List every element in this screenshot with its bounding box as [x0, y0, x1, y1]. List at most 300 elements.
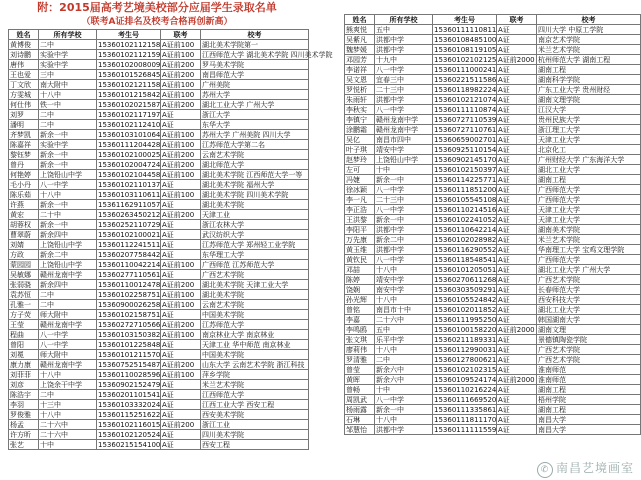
table-cell: 15360201101541	[98, 390, 161, 399]
table-cell: 二十三中	[375, 85, 433, 95]
table-cell: 15360752515487	[98, 360, 161, 369]
table-cell: 15360102021587	[98, 100, 161, 109]
table-cell: A证	[161, 250, 201, 260]
table-cell: 15360102100025	[98, 150, 161, 159]
table-cell: A证	[497, 115, 537, 125]
table-cell: 靖安中学	[375, 145, 433, 155]
table-cell: 15360902145170	[434, 155, 497, 164]
table-header-row	[345, 15, 641, 25]
table-cell: 浙江大学	[201, 110, 309, 120]
table-cell: A证	[161, 390, 201, 400]
table-cell: 新余一中	[39, 220, 97, 230]
table-cell: 十八中	[39, 190, 97, 200]
table-cell: 二十六中	[375, 315, 433, 325]
table-cell: 潘明	[9, 120, 39, 130]
table-cell: 苏州大学	[201, 90, 309, 100]
left-panel	[0, 0, 333, 450]
table-cell: 十八中	[375, 295, 433, 305]
table-cell: 15360102112158	[98, 40, 161, 49]
table-cell: 赣州龙南中学	[39, 360, 97, 370]
table-row	[9, 50, 309, 60]
table-cell: 南昌市十中	[375, 305, 433, 315]
table-cell: 15360116290552	[434, 245, 497, 254]
table-cell: 15360118982224	[434, 85, 497, 94]
table-cell: 八一中学	[375, 185, 433, 195]
table-cell: 15360110012478	[98, 280, 161, 289]
table-row	[345, 315, 641, 325]
table-cell: A证	[497, 185, 537, 195]
table-row	[9, 90, 309, 100]
table-cell: A证	[497, 305, 537, 315]
table-cell: 东华大学	[201, 120, 309, 130]
table-cell: 李羽	[9, 400, 39, 410]
table-row	[345, 165, 641, 175]
table-cell: 刘诗鹏	[9, 50, 39, 60]
column-header: 考生号	[433, 15, 497, 25]
table-cell: A证	[497, 205, 537, 215]
table-cell: 15360103101064	[98, 130, 161, 139]
table-cell: A证前200	[161, 160, 201, 170]
table-row	[9, 110, 309, 120]
table-cell: 淮南师范	[537, 375, 641, 385]
table-cell: 15360101526845	[98, 70, 161, 79]
table-row	[345, 125, 641, 135]
table-cell: 石琳	[345, 415, 375, 425]
table-cell: 五中	[375, 325, 433, 335]
table-row	[9, 330, 309, 340]
table-cell: 曹翠蔚	[9, 230, 39, 240]
table-cell: 米兰艺术学院	[537, 45, 641, 55]
table-cell: A证	[161, 310, 201, 320]
table-cell: 十中	[39, 440, 97, 450]
column-header: 联考	[497, 15, 537, 25]
table-cell: 罗悦析	[345, 85, 375, 95]
table-cell: 15360102110137	[98, 180, 161, 189]
table-cell: 15360102011852	[434, 305, 497, 314]
table-cell: A证	[161, 180, 201, 190]
table-cell: 15360727110761	[434, 125, 497, 134]
table-cell: 万先康	[345, 235, 375, 245]
table-row	[345, 285, 641, 295]
table-cell: 湖北工业大学 广州大学	[201, 100, 309, 110]
table-cell: 15360900026258	[98, 300, 161, 309]
table-cell: 15360108119105	[434, 45, 497, 54]
table-cell: 湖北师范大学	[201, 160, 309, 170]
table-cell: A证	[161, 400, 201, 410]
table-cell: 15360111335861	[434, 405, 497, 414]
table-cell: 赵梦玲	[345, 155, 375, 165]
table-cell: 黄晖	[345, 375, 375, 385]
table-cell: 黄钦民	[345, 255, 375, 265]
table-cell: 孔雅一	[9, 300, 39, 310]
table-row	[9, 260, 309, 270]
table-row	[9, 80, 309, 90]
table-cell: 湖南文理	[537, 325, 641, 335]
table-cell: A证	[161, 270, 201, 280]
table-cell: A证前200	[161, 100, 201, 110]
table-cell: A证	[497, 215, 537, 225]
table-cell: 徐冰颖	[345, 185, 375, 195]
table-cell: 天津工业大学	[537, 215, 641, 225]
table-row	[345, 75, 641, 85]
table-cell: 王莹	[9, 320, 39, 330]
table-cell: A证前100	[161, 300, 201, 310]
table-row	[345, 155, 641, 165]
table-cell: 15360110028596	[98, 370, 161, 379]
table-cell: 15360211189331	[434, 335, 497, 344]
table-cell: 李嘉	[345, 315, 375, 325]
table-cell: 中国美术学院	[201, 350, 309, 360]
table-row	[9, 230, 309, 240]
table-cell: A证	[161, 220, 201, 230]
table-cell: 李鸣鸥	[345, 325, 375, 335]
page-title: 附：2015届高考艺境美校部分应届学生录取名单	[37, 1, 277, 14]
table-cell: 湖北美术学院 江西师范大学一等	[201, 170, 309, 180]
table-row	[345, 245, 641, 255]
table-cell: A证前100	[161, 290, 201, 300]
table-cell: A证	[497, 75, 537, 85]
table-cell: A证	[497, 155, 537, 165]
table-cell: 曾阳	[9, 340, 39, 350]
table-cell: 乐平中学	[375, 335, 433, 345]
table-cell: 天津工业大学	[537, 205, 641, 215]
table-cell: A证	[497, 245, 537, 255]
table-cell: A证前100	[161, 50, 201, 60]
table-cell: A证	[497, 335, 537, 345]
table-cell: A证	[497, 405, 537, 415]
table-cell: 15360112241511	[98, 240, 161, 249]
table-cell: 八一中学	[375, 205, 433, 215]
table-cell: A证	[161, 110, 201, 120]
table-cell: 15360102100021	[98, 230, 161, 239]
table-row	[9, 210, 309, 220]
table-cell: A证	[161, 230, 201, 240]
table-cell: 杭州师范大学 湖南工程	[537, 55, 641, 65]
table-cell: 湖北美术学院	[201, 200, 309, 210]
table-cell: 胡蓉权	[9, 220, 39, 230]
table-row	[345, 45, 641, 55]
table-cell: 韩国湖南大学	[537, 315, 641, 325]
column-header: 校考	[537, 15, 641, 25]
table-row	[345, 115, 641, 125]
table-cell: A证	[497, 425, 537, 435]
table-cell: 八一中学	[375, 395, 433, 405]
table-row	[9, 380, 309, 390]
table-cell: 曾丹	[9, 160, 39, 170]
table-cell: 铁一中	[39, 100, 97, 110]
table-row	[9, 220, 309, 230]
table-cell: 二中	[375, 355, 433, 365]
table-row	[9, 350, 309, 360]
table-cell: 新余一中	[375, 405, 433, 415]
table-cell: A证	[497, 25, 537, 35]
table-cell: A证前100	[161, 90, 201, 100]
table-cell: 新余六中	[375, 375, 433, 385]
table-cell: 新余一中	[39, 130, 97, 140]
table-cell: 上饶铅山中学	[375, 155, 433, 165]
table-cell: 米兰艺术学院	[201, 380, 309, 390]
table-cell: 实验中学	[39, 50, 97, 60]
table-cell: 二中	[39, 120, 97, 130]
table-cell: A证	[161, 350, 201, 360]
table-row	[9, 280, 309, 290]
table-cell: 湖北美术学院	[201, 290, 309, 300]
table-cell: 15360102121158	[98, 80, 161, 89]
table-row	[345, 255, 641, 265]
table-cell: 广西师范大学	[537, 255, 641, 265]
table-cell: 15360277110561	[98, 270, 161, 279]
table-cell: A证	[497, 145, 537, 155]
table-row	[345, 195, 641, 205]
table-cell: A证	[161, 380, 201, 390]
table-cell: 湖南文理学院	[537, 95, 641, 105]
table-cell: A证	[497, 105, 537, 115]
table-row	[9, 170, 309, 180]
table-cell: 上饶铅山中学	[39, 260, 97, 270]
table-cell: 洪都中学	[375, 225, 433, 235]
table-cell: 曾莹	[345, 365, 375, 375]
table-cell: 张艺	[9, 440, 39, 450]
table-cell: 五中	[375, 25, 433, 35]
right-table	[344, 14, 641, 435]
table-cell: 袁苏恒	[9, 290, 39, 300]
table-cell: A证	[497, 165, 537, 175]
table-cell: 蒙园园	[9, 260, 39, 270]
table-row	[345, 65, 641, 75]
table-cell: 张弱骁	[9, 280, 39, 290]
table-cell: 赣州龙南中学	[375, 115, 433, 125]
table-cell: 湖北美术学院 天津工业大学	[201, 280, 309, 290]
table-row	[9, 430, 309, 440]
table-row	[9, 400, 309, 410]
table-cell: 15360102102125	[434, 55, 497, 64]
table-cell: 新余二中	[375, 235, 433, 245]
table-cell: 梧州学院	[537, 395, 641, 405]
table-cell: 15360111204428	[98, 140, 161, 149]
table-row	[345, 265, 641, 275]
table-cell: 南大附中	[39, 80, 97, 90]
table-cell: 江西师范大学 湖北美术学院 四川美术学院	[202, 50, 333, 59]
table-cell: 15360102158751	[98, 310, 161, 319]
table-cell: 唐伟	[9, 60, 39, 70]
table-cell: 15360102150397	[434, 165, 497, 174]
table-row	[9, 240, 309, 250]
table-row	[345, 365, 641, 375]
table-cell: 15360101215842	[98, 90, 161, 99]
table-cell: A证前100	[161, 130, 201, 140]
table-cell: 李秋实	[345, 105, 375, 115]
table-cell: 湖北工业大学	[537, 165, 641, 175]
table-cell: 广东工业大学 贵州财经	[537, 85, 641, 95]
table-cell: 许燕	[9, 200, 39, 210]
table-cell: 15360111669520	[434, 395, 497, 404]
table-cell: 15360111851200	[434, 185, 497, 194]
table-row	[9, 320, 309, 330]
table-cell: A证	[497, 235, 537, 245]
table-row	[345, 345, 641, 355]
table-cell: 淮南师范	[537, 365, 641, 375]
table-cell: 15360103110611	[98, 190, 161, 199]
table-cell: 吴敏娜	[9, 270, 39, 280]
column-header: 考生号	[97, 30, 161, 40]
table-cell: 吴紫凡	[345, 35, 375, 45]
table-cell: 15360111110874	[434, 105, 497, 114]
page-subtitle: （联考A证排名及校考合格再创新高）	[81, 17, 233, 27]
table-cell: 廖莉伟	[345, 345, 375, 355]
table-row	[345, 335, 641, 345]
table-row	[9, 290, 309, 300]
table-row	[9, 390, 309, 400]
table-cell: A证前200	[161, 320, 201, 330]
table-cell: 饶娴	[345, 285, 375, 295]
table-cell: 15360101211570	[98, 350, 161, 359]
table-cell: 广西艺术学院	[537, 355, 641, 365]
table-cell: 15360110042214	[98, 260, 161, 269]
table-row	[9, 340, 309, 350]
table-cell: 八一中学	[39, 330, 97, 340]
table-cell: 新余一中	[39, 160, 97, 170]
table-cell: 15360272710566	[98, 320, 161, 329]
table-cell: A证	[497, 285, 537, 295]
table-row	[345, 135, 641, 145]
table-cell: 浙江理工大学	[537, 125, 641, 135]
table-cell: A证前100	[161, 170, 201, 180]
table-row	[9, 250, 309, 260]
table-cell: 15360111110811	[434, 25, 497, 34]
table-cell: 杨雨露	[345, 405, 375, 415]
table-cell: A证前100	[161, 140, 201, 150]
table-cell: 新余一中	[39, 150, 97, 160]
table-cell: A证前100	[161, 40, 201, 50]
table-cell: 师大附中	[39, 350, 97, 360]
table-cell: 广州美院	[201, 80, 309, 90]
table-cell: 米兰艺术学院	[537, 235, 641, 245]
table-cell: 邓园芳	[345, 55, 375, 65]
table-cell: 十八中	[375, 415, 433, 425]
table-cell: 15360103332024	[98, 400, 161, 409]
table-cell: A证前100	[161, 190, 201, 200]
table-cell: 江苏师范大学 郑州轻工业学院	[201, 240, 309, 250]
table-cell: 江西师范大学	[201, 390, 309, 400]
table-cell: A证	[497, 265, 537, 275]
table-cell: 北京化工	[537, 145, 641, 155]
table-cell: 湖北美术学院第一	[201, 40, 309, 50]
table-cell: 陈婷	[345, 275, 375, 285]
table-cell: 陈乐茹	[9, 190, 39, 200]
table-cell: 南昌市四中	[375, 135, 433, 145]
table-row	[345, 95, 641, 105]
table-cell: A证	[497, 295, 537, 305]
table-cell: 新余二中	[39, 250, 97, 260]
column-header: 所有学校	[375, 15, 433, 25]
table-cell: 刘冕	[9, 350, 39, 360]
table-cell: A证	[161, 340, 201, 350]
table-cell: 罗清雅	[345, 355, 375, 365]
table-cell: 湖北美术学院 四川美术学院	[201, 190, 309, 200]
table-row	[345, 25, 641, 35]
table-cell: 新余六中	[375, 365, 433, 375]
table-cell: 刘婧	[9, 240, 39, 250]
table-cell: 八一中学	[375, 65, 433, 75]
table-row	[9, 190, 309, 200]
table-cell: A证	[497, 95, 537, 105]
table-cell: A证前200	[161, 420, 201, 430]
table-cell: 上饶铅山中学	[39, 170, 97, 180]
table-cell: A证	[497, 125, 537, 135]
table-cell: 十八中	[39, 410, 97, 420]
table-cell: A证前200	[161, 60, 201, 70]
table-cell: 陈嘉祥	[9, 140, 39, 150]
table-row	[9, 120, 309, 130]
table-cell: 方子荧	[9, 310, 39, 320]
table-cell: A证前2000	[498, 325, 535, 334]
table-cell: 15360252110729	[98, 220, 161, 229]
table-cell: 罗俊雅	[9, 410, 39, 420]
table-cell: A证前200	[161, 70, 201, 80]
table-cell: A证	[161, 200, 201, 210]
table-cell: 靖安中学	[375, 275, 433, 285]
table-cell: 黄宏	[9, 210, 39, 220]
table-cell: 洪都中学	[375, 45, 433, 55]
table-cell: 15360110216224	[434, 385, 497, 394]
table-cell: 15360111811170	[434, 415, 497, 424]
table-row	[9, 130, 309, 140]
table-row	[9, 360, 309, 370]
table-row	[345, 145, 641, 155]
table-row	[9, 200, 309, 210]
table-row	[9, 70, 309, 80]
table-row	[9, 150, 309, 160]
table-header-row	[9, 30, 309, 40]
table-cell: 洪都中学	[375, 425, 433, 435]
table-cell: 浙江工业	[201, 420, 309, 430]
table-cell: 罗马美术学院	[201, 60, 309, 70]
table-cell: 湖北工业大学 广州大学	[537, 265, 641, 275]
table-row	[345, 355, 641, 365]
table-cell: 15360102117197	[98, 110, 161, 119]
column-header: 姓名	[9, 30, 39, 40]
table-cell: 毛小丹	[9, 180, 39, 190]
table-cell: 南昌大学	[537, 425, 641, 435]
table-row	[345, 395, 641, 405]
table-cell: 15360102116015	[98, 420, 161, 429]
table-row	[345, 55, 641, 65]
table-cell: 杨孟	[9, 420, 39, 430]
table-cell: 苏州大学 广州美院 四川大学	[201, 130, 309, 140]
table-cell: 湖南工程	[537, 405, 641, 415]
table-cell: A证	[497, 345, 537, 355]
table-cell: 李一凡	[345, 195, 375, 205]
table-cell: A证	[497, 315, 537, 325]
table-cell: 15360102112410	[98, 120, 161, 129]
table-row	[345, 85, 641, 95]
table-cell: 15360102112159	[98, 50, 161, 59]
table-cell: 曾铭	[345, 305, 375, 315]
table-row	[345, 175, 641, 185]
table-row	[345, 235, 641, 245]
table-cell: 十八中	[39, 370, 97, 380]
table-cell: 实验中学	[39, 140, 97, 150]
table-cell: 广西艺术学院	[201, 270, 309, 280]
right-table-body	[345, 25, 641, 435]
table-cell: 15360110214516	[434, 205, 497, 214]
table-cell: 黄博俊	[9, 40, 39, 50]
table-cell: 山东大学 云南艺术学院 浙江科技	[201, 360, 309, 370]
table-cell: 长春师范大学	[537, 285, 641, 295]
table-cell: 八一中学	[39, 180, 97, 190]
table-cell: 15360215154100	[98, 440, 161, 449]
table-cell: 湖南工程	[537, 65, 641, 75]
